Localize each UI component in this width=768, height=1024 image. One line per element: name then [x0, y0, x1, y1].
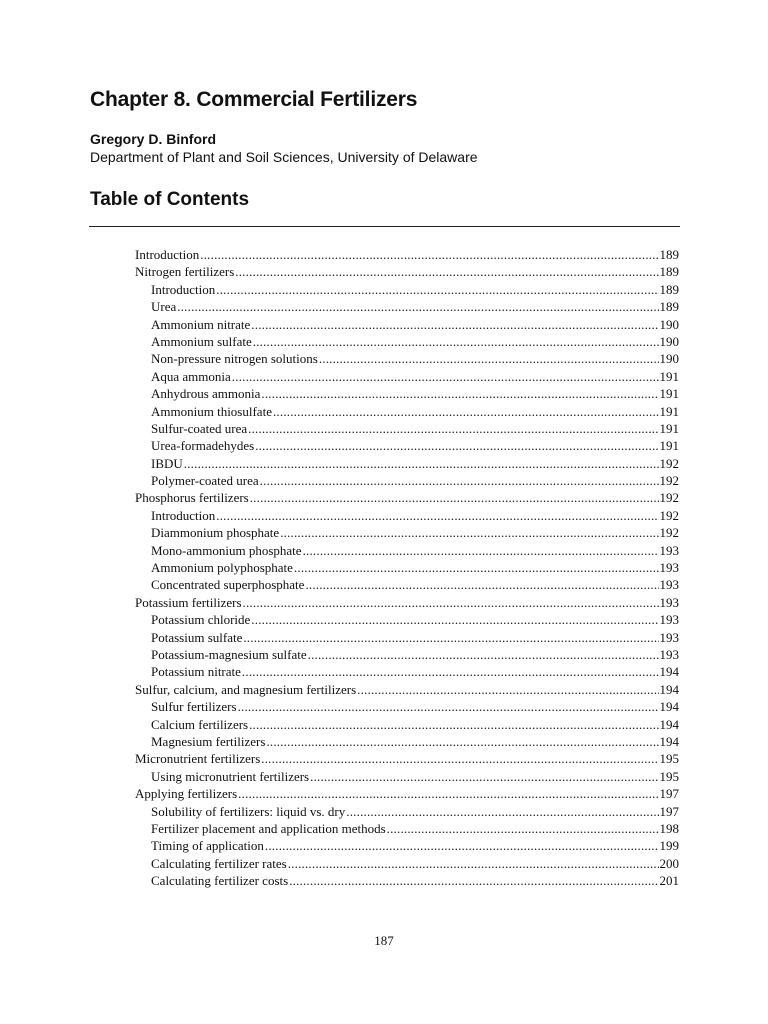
toc-section-entry[interactable]	[135, 681, 679, 698]
toc-entry-label: Calculating fertilizer rates	[151, 855, 287, 871]
toc-entry-label: Solubility of fertilizers: liquid vs. dry	[151, 803, 346, 819]
heading-divider	[89, 226, 680, 227]
toc-entry-page: 198	[659, 820, 679, 836]
toc-dot-leader	[253, 333, 659, 350]
toc-entry-page: 190	[659, 351, 679, 367]
toc-entry-label: Sulfur-coated urea	[151, 420, 248, 436]
toc-subsection-entry[interactable]	[135, 837, 679, 854]
toc-subsection-entry[interactable]	[135, 524, 679, 541]
toc-dot-leader	[184, 455, 659, 472]
toc-entry-page: 197	[659, 786, 679, 802]
toc-section-entry[interactable]	[135, 489, 679, 506]
toc-entry-page: 194	[659, 681, 679, 697]
toc-subsection-entry[interactable]	[135, 542, 679, 559]
toc-subsection-entry[interactable]	[135, 559, 679, 576]
toc-entry-label: Sulfur, calcium, and magnesium fertilizers	[135, 681, 357, 697]
toc-entry-label: Calculating fertilizer costs	[151, 873, 289, 889]
toc-subsection-entry[interactable]	[135, 803, 679, 820]
toc-subsection-entry[interactable]	[135, 629, 679, 646]
toc-dot-leader	[303, 542, 659, 559]
toc-entry-label: Micronutrient fertilizers	[135, 751, 261, 767]
toc-entry-label: Ammonium sulfate	[151, 333, 252, 349]
toc-dot-leader	[289, 872, 658, 889]
toc-heading: Table of Contents	[90, 189, 250, 210]
toc-entry-label: Anhydrous ammonia	[151, 386, 261, 402]
toc-entry-label: Phosphorus fertilizers	[135, 490, 249, 506]
toc-entry-label: Ammonium polyphosphate	[151, 560, 293, 576]
toc-entry-page: 189	[659, 299, 679, 315]
toc-dot-leader	[238, 698, 659, 715]
toc-subsection-entry[interactable]	[135, 420, 679, 437]
toc-entry-page: 190	[659, 316, 679, 332]
toc-entry-page: 194	[659, 699, 679, 715]
toc-subsection-entry[interactable]	[135, 455, 679, 472]
toc-dot-leader	[280, 524, 658, 541]
toc-subsection-entry[interactable]	[135, 403, 679, 420]
toc-dot-leader	[310, 768, 658, 785]
toc-entry-page: 191	[659, 438, 679, 454]
toc-dot-leader	[319, 350, 659, 367]
toc-subsection-entry[interactable]	[135, 768, 679, 785]
toc-section-entry[interactable]	[135, 246, 679, 263]
toc-dot-leader	[357, 681, 658, 698]
toc-section-entry[interactable]	[135, 785, 679, 802]
toc-entry-page: 194	[659, 664, 679, 680]
toc-entry-page: 192	[659, 455, 679, 471]
toc-dot-leader	[200, 246, 658, 263]
toc-entry-label: Introduction	[151, 281, 216, 297]
toc-subsection-entry[interactable]	[135, 872, 679, 889]
toc-entry-label: Applying fertilizers	[135, 786, 238, 802]
toc-entry-page: 191	[659, 403, 679, 419]
toc-dot-leader	[242, 663, 659, 680]
toc-entry-page: 193	[659, 646, 679, 662]
toc-entry-page: 191	[659, 420, 679, 436]
toc-entry-label: Ammonium thiosulfate	[151, 403, 272, 419]
toc-subsection-entry[interactable]	[135, 368, 679, 385]
toc-entry-label: Fertilizer placement and application methods	[151, 820, 386, 836]
toc-entry-page: 189	[659, 281, 679, 297]
toc-dot-leader	[260, 472, 659, 489]
toc-subsection-entry[interactable]	[135, 385, 679, 402]
toc-entry-label: Potassium chloride	[151, 612, 251, 628]
toc-dot-leader	[250, 489, 659, 506]
toc-subsection-entry[interactable]	[135, 281, 679, 298]
toc-dot-leader	[387, 820, 659, 837]
toc-entry-label: Potassium-magnesium sulfate	[151, 646, 307, 662]
toc-dot-leader	[266, 733, 658, 750]
toc-subsection-entry[interactable]	[135, 698, 679, 715]
toc-entry-page: 193	[659, 612, 679, 628]
toc-subsection-entry[interactable]	[135, 611, 679, 628]
toc-entry-label: Potassium sulfate	[151, 629, 243, 645]
toc-section-entry[interactable]	[135, 263, 679, 280]
toc-entry-page: 192	[659, 525, 679, 541]
toc-section-entry[interactable]	[135, 750, 679, 767]
toc-dot-leader	[243, 594, 659, 611]
toc-dot-leader	[255, 437, 658, 454]
toc-subsection-entry[interactable]	[135, 350, 679, 367]
toc-dot-leader	[248, 420, 658, 437]
toc-entry-page: 191	[659, 386, 679, 402]
toc-entry-page: 193	[659, 577, 679, 593]
toc-entry-page: 195	[659, 751, 679, 767]
toc-entry-label: Non-pressure nitrogen solutions	[151, 351, 318, 367]
toc-subsection-entry[interactable]	[135, 316, 679, 333]
toc-entry-page: 189	[659, 247, 679, 262]
toc-entry-label: Calcium fertilizers	[151, 716, 249, 732]
toc-entry-label: Sulfur fertilizers	[151, 699, 237, 715]
toc-dot-leader	[251, 316, 658, 333]
toc-entry-page: 194	[659, 716, 679, 732]
toc-subsection-entry[interactable]	[135, 298, 679, 315]
toc-dot-leader	[261, 750, 658, 767]
toc-dot-leader	[261, 385, 658, 402]
toc-entry-label: Polymer-coated urea	[151, 473, 259, 489]
toc-entry-label: Urea	[151, 299, 177, 315]
toc-entry-label: Timing of application	[151, 838, 264, 854]
toc-subsection-entry[interactable]	[135, 576, 679, 593]
toc-entry-label: Introduction	[151, 507, 216, 523]
toc-entry-label: Potassium nitrate	[151, 664, 241, 680]
toc-entry-page: 197	[659, 803, 679, 819]
toc-dot-leader	[305, 576, 658, 593]
toc-subsection-entry[interactable]	[135, 733, 679, 750]
toc-dot-leader	[294, 559, 659, 576]
toc-section-entry[interactable]	[135, 594, 679, 611]
toc-entry-label: Introduction	[135, 247, 200, 262]
toc-entry-label: IBDU	[151, 455, 183, 471]
toc-subsection-entry[interactable]	[135, 437, 679, 454]
toc-entry-label: Concentrated superphosphate	[151, 577, 305, 593]
toc-dot-leader	[216, 507, 658, 524]
toc-entry-page: 192	[659, 490, 679, 506]
toc-entry-label: Magnesium fertilizers	[151, 733, 266, 749]
toc-subsection-entry[interactable]	[135, 820, 679, 837]
toc-subsection-entry[interactable]	[135, 855, 679, 872]
toc-entry-page: 200	[659, 855, 679, 871]
author-name: Gregory D. Binford	[90, 131, 217, 147]
toc-entry-page: 195	[659, 768, 679, 784]
toc-entry-page: 193	[659, 542, 679, 558]
toc-entry-label: Mono-ammonium phosphate	[151, 542, 302, 558]
toc-entry-page: 193	[659, 560, 679, 576]
toc-entry-label: Potassium fertilizers	[135, 594, 242, 610]
toc-dot-leader	[238, 785, 658, 802]
toc-entry-page: 199	[659, 838, 679, 854]
toc-subsection-entry[interactable]	[135, 507, 679, 524]
toc-dot-leader	[216, 281, 658, 298]
toc-dot-leader	[177, 298, 658, 315]
toc-entry-label: Aqua ammonia	[151, 368, 231, 384]
toc-entry-label: Diammonium phosphate	[151, 525, 280, 541]
toc-entry-page: 189	[659, 264, 679, 280]
table-of-contents	[135, 246, 679, 889]
toc-dot-leader	[243, 629, 658, 646]
toc-dot-leader	[232, 368, 659, 385]
toc-entry-label: Using micronutrient fertilizers	[151, 768, 310, 784]
toc-dot-leader	[273, 403, 659, 420]
toc-entry-page: 194	[659, 733, 679, 749]
toc-entry-page: 193	[659, 629, 679, 645]
toc-entry-page: 201	[659, 873, 679, 889]
toc-subsection-entry[interactable]	[135, 663, 679, 680]
page-number: 187	[374, 933, 394, 948]
chapter-title: Chapter 8. Commercial Fertilizers	[90, 88, 418, 111]
toc-subsection-entry[interactable]	[135, 472, 679, 489]
toc-dot-leader	[235, 263, 658, 280]
author-affiliation: Department of Plant and Soil Sciences, University of Delaware	[90, 149, 478, 165]
toc-subsection-entry[interactable]	[135, 716, 679, 733]
toc-entry-page: 193	[659, 594, 679, 610]
toc-entry-page: 192	[659, 507, 679, 523]
toc-entry-label: Nitrogen fertilizers	[135, 264, 235, 280]
toc-subsection-entry[interactable]	[135, 333, 679, 350]
toc-dot-leader	[265, 837, 659, 854]
toc-entry-label: Urea-formadehydes	[151, 438, 255, 454]
toc-entry-page: 191	[659, 368, 679, 384]
toc-dot-leader	[288, 855, 659, 872]
toc-dot-leader	[308, 646, 659, 663]
toc-dot-leader	[249, 716, 658, 733]
toc-subsection-entry[interactable]	[135, 646, 679, 663]
toc-entry-page: 192	[659, 473, 679, 489]
toc-entry-label: Ammonium nitrate	[151, 316, 251, 332]
toc-dot-leader	[346, 803, 658, 820]
toc-entry-page: 190	[659, 333, 679, 349]
toc-dot-leader	[251, 611, 658, 628]
